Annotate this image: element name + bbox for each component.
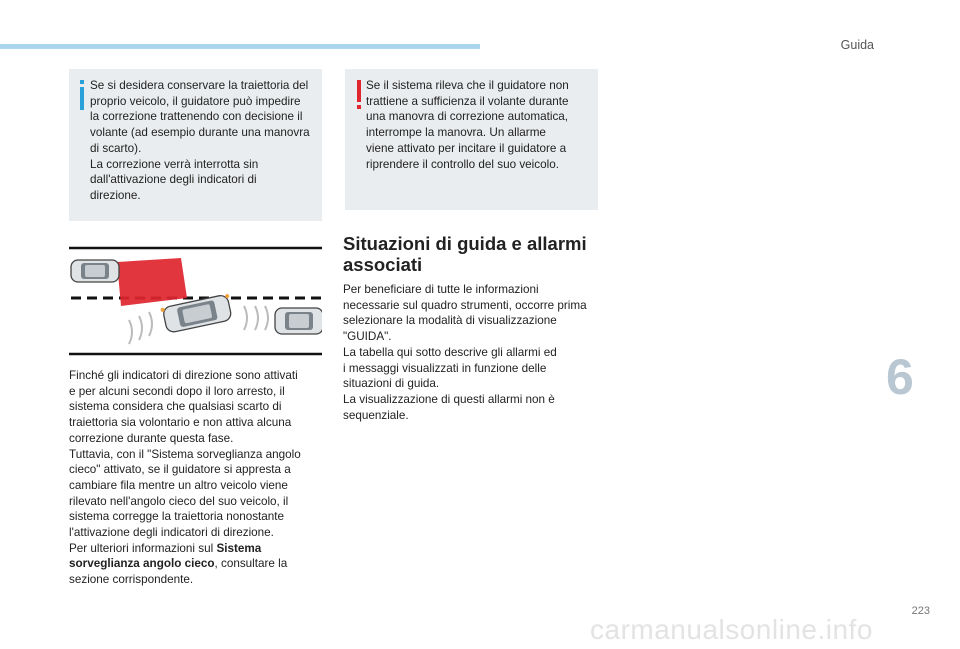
warning-box-text: Se il sistema rileva che il guidatore non trattiene a sufficienza il volante durante una manovra di correzione automatica, interrompe la manovra. Un allarme viene attivato per incitare il guidatore a riprendere il controllo del suo veicolo. [366, 79, 569, 171]
chapter-number: 6 [886, 349, 914, 405]
left-paragraph-bold: Sistema sorveglianza angolo cieco [69, 541, 262, 571]
left-paragraph-tail: , consultare la sezione corrispondente. [69, 557, 288, 587]
left-paragraph [69, 368, 325, 588]
blind-spot-illustration [69, 246, 322, 356]
warning-box [345, 69, 598, 210]
section-heading: Situazioni di guida e allarmi associati [343, 233, 587, 275]
watermark: carmanualsonline.info [590, 614, 873, 645]
car-icon [275, 308, 322, 334]
right-paragraph: Per beneficiare di tutte le informazioni necessarie sul quadro strumenti, occorre prima selezionare la modalità di visualizzazione "GUIDA". La tabella qui sotto descrive gli allarmi ed i messaggi visualizzati in funzione delle situazioni di guida. La visualizzazione di questi allarmi non è sequenziale. [343, 283, 587, 422]
page-number: 223 [911, 605, 930, 617]
warning-exclamation-icon [354, 80, 364, 110]
left-paragraph-text: Finché gli indicatori di direzione sono attivati e per alcuni secondi dopo il loro arresto, il sistema considera che qualsiasi scarto di traiettoria sia volontario e non attiva alcuna correzione durante questa fase. Tuttavia, con il "Sistema sorveglianza angolo cieco" attivato, se il guidatore si appresta a cambiare fila mentre un altro veicolo viene rilevato nell'angolo cieco del suo veicolo, il sistema corregge la traiettoria nonostante l'attivazione degli indicatori di direzione. Per ulteriori informazioni sul [69, 369, 301, 555]
info-box [69, 69, 322, 221]
section-title: Guida [840, 38, 874, 52]
header-accent-bar [0, 44, 480, 49]
info-box-text: Se si desidera conservare la traiettoria del proprio veicolo, il guidatore può impedire la correzione trattenendo con decisione il volante (ad esempio durante una manovra di scarto). La correzione verrà interrotta sin dall'attivazione degli indicatori di direzione. [90, 79, 310, 202]
blind-spot-zone [117, 258, 187, 306]
car-icon [71, 260, 119, 282]
